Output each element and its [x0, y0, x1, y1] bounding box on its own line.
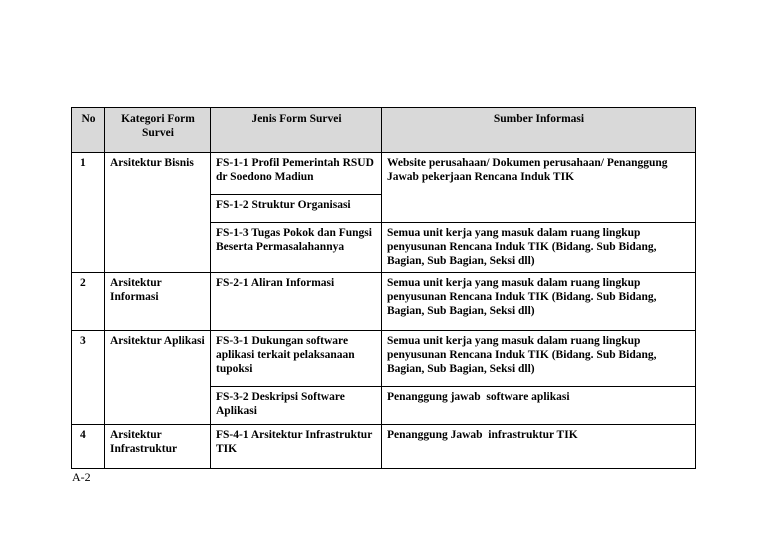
cell-sumber: Semua unit kerja yang masuk dalam ruang lingkup penyusunan Rencana Induk TIK (Bidang. Sub Bidang, Bagian, Sub Bagian, Seksi dll) — [382, 331, 696, 387]
cell-sumber: Semua unit kerja yang masuk dalam ruang lingkup penyusunan Rencana Induk TIK (Bidang. Sub Bidang, Bagian, Sub Bagian, Seksi dll) — [382, 273, 696, 331]
cell-jenis: FS-3-1 Dukungan software aplikasi terkait pelaksanaan tupoksi — [211, 331, 382, 387]
cell-kategori: Arsitektur Infrastruktur — [105, 425, 211, 469]
cell-no: 1 — [72, 153, 105, 273]
cell-sumber: Penanggung jawab software aplikasi — [382, 387, 696, 425]
cell-jenis: FS-2-1 Aliran Informasi — [211, 273, 382, 331]
page-number: A-2 — [72, 470, 91, 484]
table-header-row — [72, 108, 696, 153]
table-row — [72, 153, 696, 195]
cell-sumber: Penanggung Jawab infrastruktur TIK — [382, 425, 696, 469]
cell-jenis: FS-1-3 Tugas Pokok dan Fungsi Beserta Permasalahannya — [211, 223, 382, 273]
table-row — [72, 273, 696, 331]
cell-no: 4 — [72, 425, 105, 469]
cell-kategori: Arsitektur Bisnis — [105, 153, 211, 273]
cell-sumber: Semua unit kerja yang masuk dalam ruang lingkup penyusunan Rencana Induk TIK (Bidang. Sub Bidang, Bagian, Sub Bagian, Seksi dll) — [382, 223, 696, 273]
cell-jenis: FS-1-2 Struktur Organisasi — [211, 195, 382, 223]
cell-no: 2 — [72, 273, 105, 331]
header-jenis: Jenis Form Survei — [211, 108, 382, 153]
table-row — [72, 331, 696, 387]
cell-jenis: FS-4-1 Arsitektur Infrastruktur TIK — [211, 425, 382, 469]
survey-form-table — [71, 107, 696, 469]
cell-kategori: Arsitektur Aplikasi — [105, 331, 211, 425]
table-row — [72, 425, 696, 469]
cell-sumber: Website perusahaan/ Dokumen perusahaan/ Penanggung Jawab pekerjaan Rencana Induk TIK — [382, 153, 696, 223]
cell-kategori: Arsitektur Informasi — [105, 273, 211, 331]
cell-jenis: FS-3-2 Deskripsi Software Aplikasi — [211, 387, 382, 425]
header-sumber: Sumber Informasi — [382, 108, 696, 153]
cell-jenis: FS-1-1 Profil Pemerintah RSUD dr Soedono Madiun — [211, 153, 382, 195]
header-no: No — [72, 108, 105, 153]
header-kategori: Kategori Form Survei — [105, 108, 211, 153]
cell-no: 3 — [72, 331, 105, 425]
